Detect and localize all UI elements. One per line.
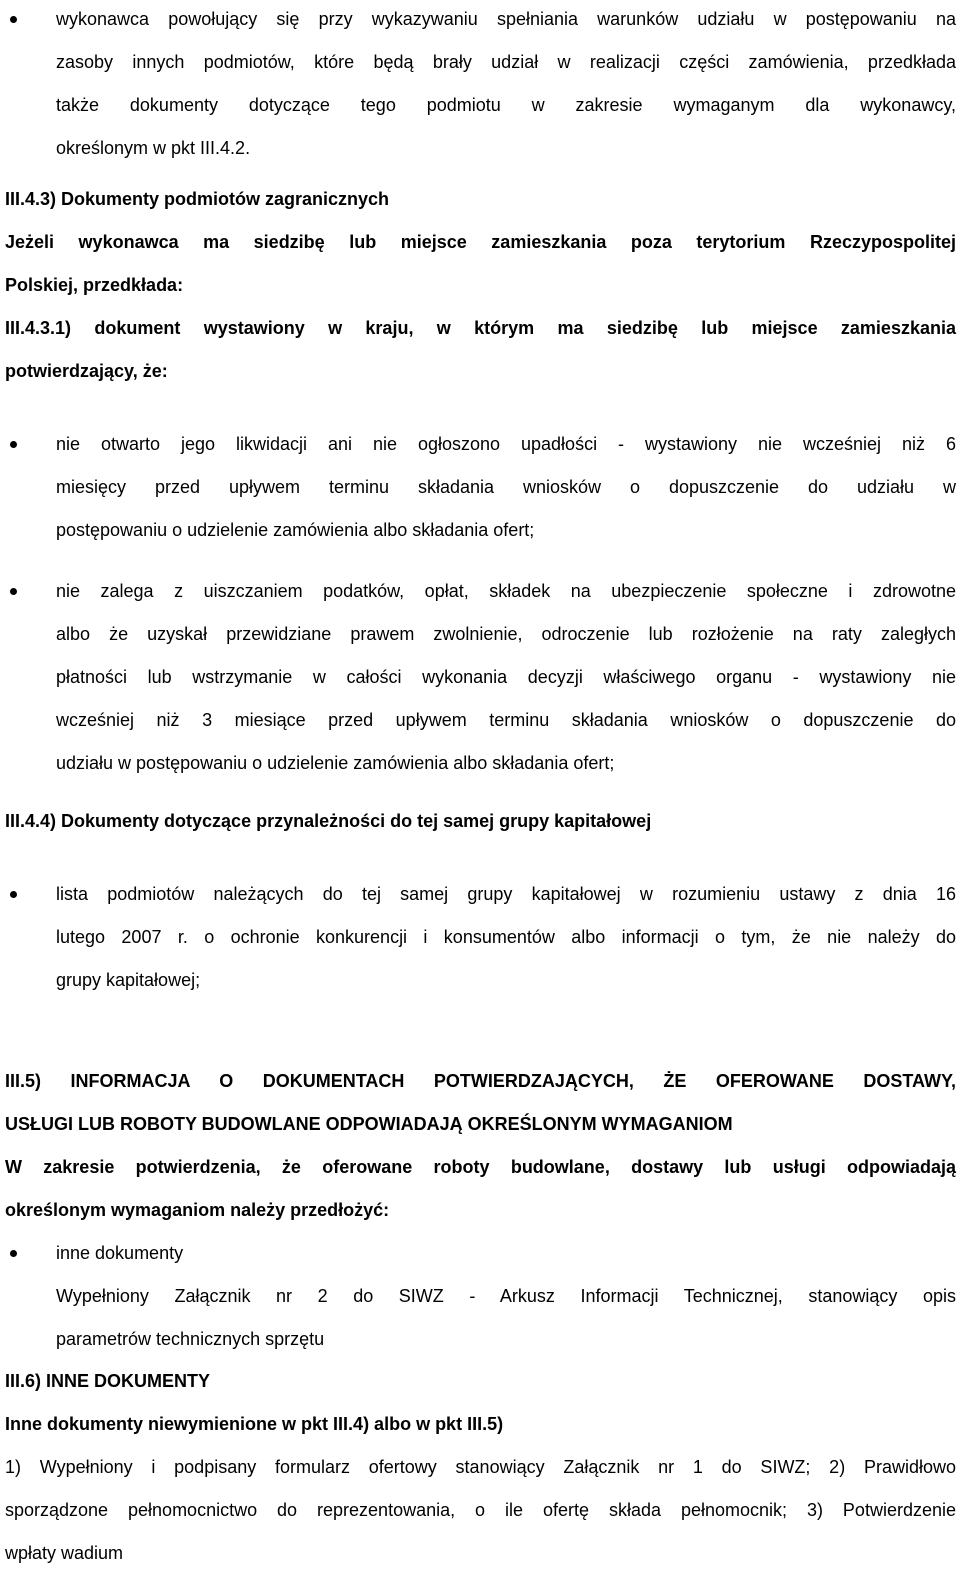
bullet-liquidation (56, 423, 956, 552)
text-line: sporządzone pełnomocnictwo do reprezentowania, o ile ofertę składa pełnomocnik; 3) Potwierdzenie (5, 1500, 956, 1520)
text-line: 1) Wypełniony i podpisany formularz ofertowy stanowiący Załącznik nr 1 do SIWZ; 2) Prawidłowo (5, 1457, 956, 1477)
text-line: zasoby innych podmiotów, które będą brały udział w realizacji części zamówienia, przedkłada (56, 52, 956, 72)
text-line: udziału w postępowaniu o udzielenie zamówienia albo składania ofert; (56, 753, 615, 773)
text-line: lutego 2007 r. o ochronie konkurencji i konsumentów albo informacji o tym, że nie należy do (56, 927, 956, 947)
text-line: potwierdzający, że: (5, 361, 168, 381)
text-line: wpłaty wadium (5, 1543, 124, 1563)
paragraph-wykonawca-powolujacy (56, 0, 956, 170)
section-heading-iii-4-4 (5, 800, 956, 843)
section-heading-iii-5 (5, 1060, 956, 1146)
section-heading-iii-4-3 (5, 178, 956, 221)
text-line: Wypełniony Załącznik nr 2 do SIWZ - Arkusz Informacji Technicznej, stanowiący opis (56, 1286, 956, 1306)
text-line: III.5) INFORMACJA O DOKUMENTACH POTWIERDZAJĄCYCH, ŻE OFEROWANE DOSTAWY, (5, 1071, 956, 1091)
bullet-icon (10, 588, 17, 595)
text-line: określonym wymaganiom należy przedłożyć: (5, 1200, 390, 1220)
bullet-icon (10, 441, 17, 448)
text-line: także dokumenty dotyczące tego podmiotu w zakresie wymaganym dla wykonawcy, (56, 95, 956, 115)
text-line: parametrów technicznych sprzętu (56, 1329, 325, 1349)
heading-text: III.4.3) Dokumenty podmiotów zagranicznych (5, 189, 390, 209)
bullet-icon (10, 891, 17, 898)
paragraph-foreign-entities (5, 221, 956, 307)
text-line: grupy kapitałowej; (56, 970, 201, 990)
text-line: nie otwarto jego likwidacji ani nie ogłoszono upadłości - wystawiony nie wcześniej niż 6 (56, 434, 956, 454)
text-line: III.4.3.1) dokument wystawiony w kraju, w którym ma siedzibę lub miejsce zamieszkania (5, 318, 956, 338)
bullet-taxes (56, 570, 956, 785)
paragraph-iii-6-subtitle (5, 1403, 956, 1446)
paragraph-iii-5-requirements (5, 1146, 956, 1232)
bullet-capital-group (56, 873, 956, 1002)
bullet-other-documents (56, 1232, 956, 1361)
bullet-icon (10, 16, 17, 23)
text-line: postępowaniu o udzielenie zamówienia albo składania ofert; (56, 520, 535, 540)
text-line: lista podmiotów należących do tej samej grupy kapitałowej w rozumieniu ustawy z dnia 16 (56, 884, 956, 904)
text-line: Jeżeli wykonawca ma siedzibę lub miejsce zamieszkania poza terytorium Rzeczypospolitej (5, 232, 956, 252)
text-line: wcześniej niż 3 miesiące przed upływem terminu składania wniosków o dopuszczenie do (56, 710, 956, 730)
paragraph-iii-4-3-1 (5, 307, 956, 393)
heading-text: III.4.4) Dokumenty dotyczące przynależności do tej samej grupy kapitałowej (5, 811, 652, 831)
text-line: Inne dokumenty niewymienione w pkt III.4) albo w pkt III.5) (5, 1414, 504, 1434)
text-line: miesięcy przed upływem terminu składania wniosków o dopuszczenie do udziału w (56, 477, 956, 497)
text-line: inne dokumenty (56, 1243, 184, 1263)
heading-text: III.6) INNE DOKUMENTY (5, 1371, 211, 1391)
text-line: USŁUGI LUB ROBOTY BUDOWLANE ODPOWIADAJĄ OKREŚLONYM WYMAGANIOM (5, 1114, 733, 1134)
section-heading-iii-6 (5, 1360, 956, 1403)
text-line: określonym w pkt III.4.2. (56, 138, 251, 158)
paragraph-iii-6-list (5, 1446, 956, 1575)
text-line: W zakresie potwierdzenia, że oferowane roboty budowlane, dostawy lub usługi odpowiadają (5, 1157, 956, 1177)
bullet-icon (10, 1250, 17, 1257)
text-line: nie zalega z uiszczaniem podatków, opłat, składek na ubezpieczenie społeczne i zdrowotne (56, 581, 956, 601)
text-line: albo że uzyskał przewidziane prawem zwolnienie, odroczenie lub rozłożenie na raty zaległych (56, 624, 956, 644)
text-line: Polskiej, przedkłada: (5, 275, 184, 295)
text-line: płatności lub wstrzymanie w całości wykonania decyzji właściwego organu - wystawiony nie (56, 667, 956, 687)
text-line: wykonawca powołujący się przy wykazywaniu spełniania warunków udziału w postępowaniu na (56, 9, 956, 29)
